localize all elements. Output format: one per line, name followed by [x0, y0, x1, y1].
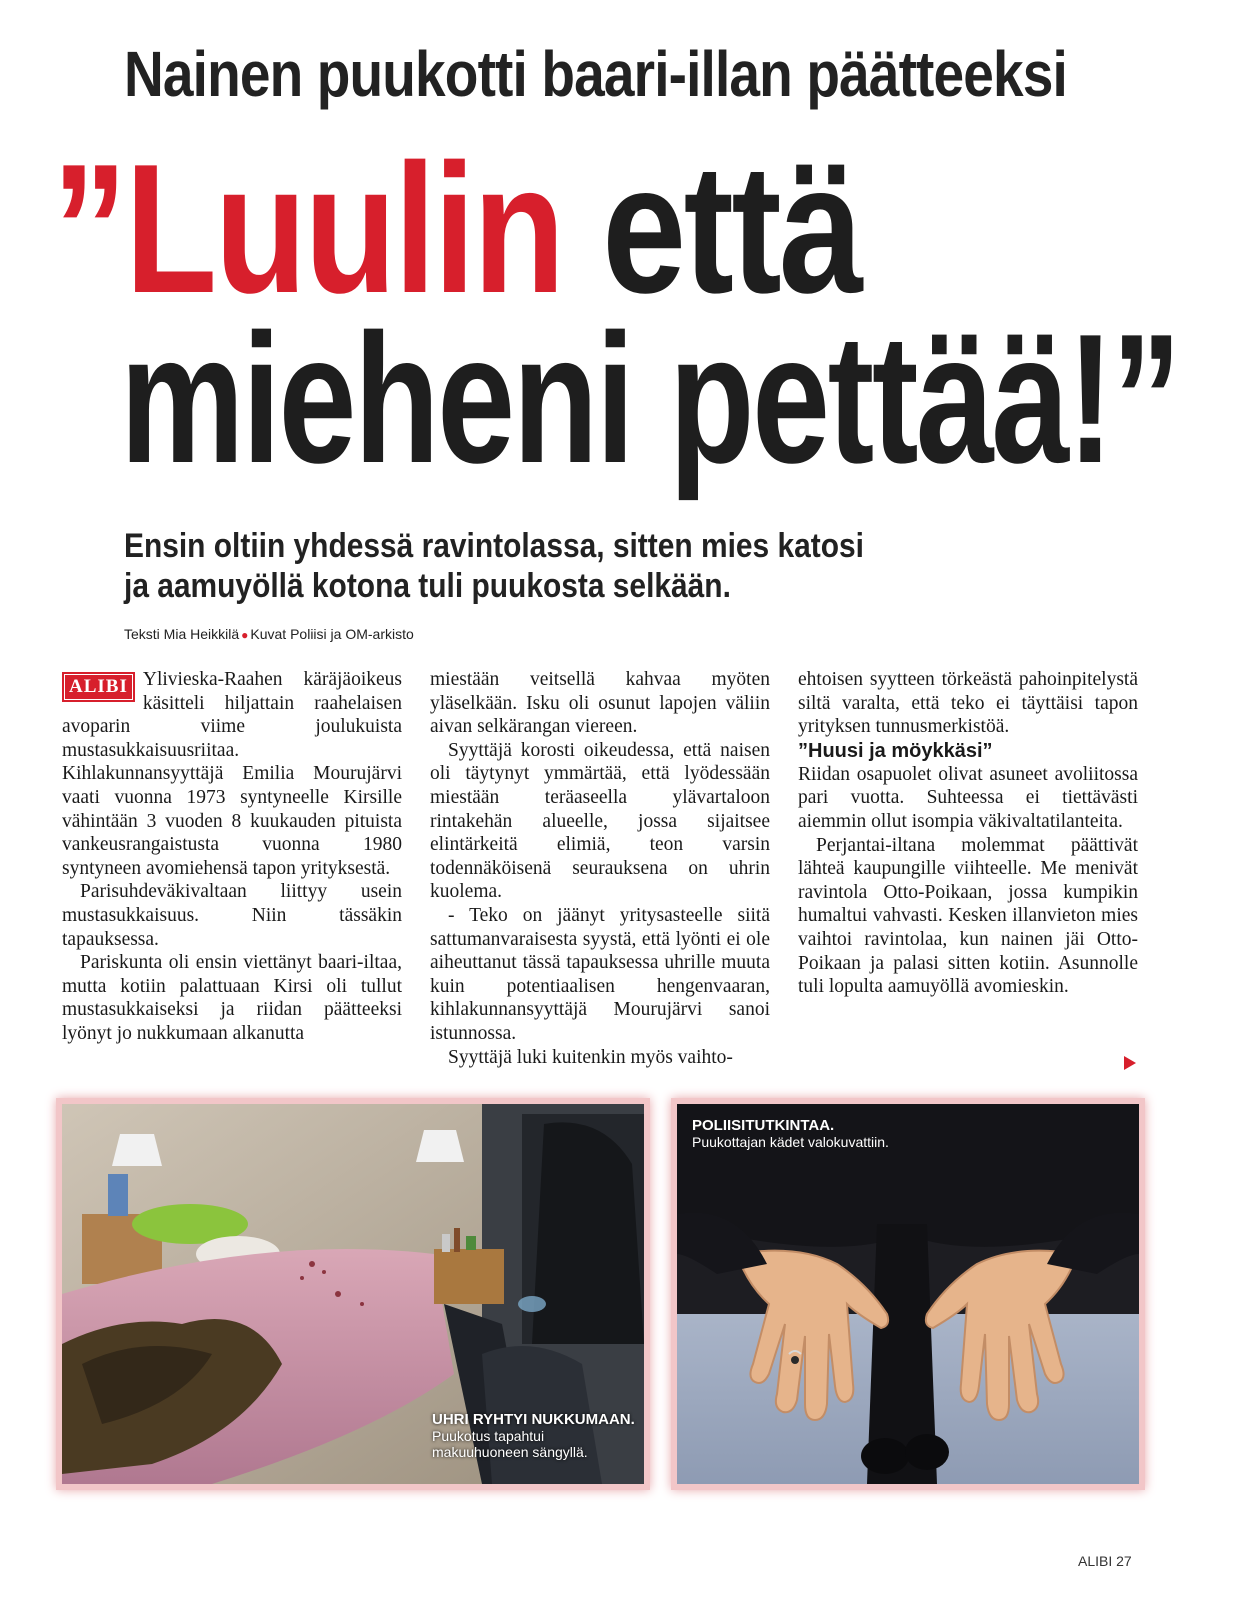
hands-photo — [677, 1104, 1139, 1484]
subheading: ”Huusi ja möykkäsi” — [798, 739, 993, 762]
article-column-2 — [430, 668, 770, 1069]
kicker-headline: Nainen puukotti baari-illan päätteeksi — [124, 38, 1067, 110]
byline-photos: Kuvat Poliisi ja OM-arkisto — [250, 626, 414, 642]
headline-line-2: mieheni pettää!” — [120, 295, 1180, 501]
byline-text: Teksti Mia Heikkilä — [124, 626, 240, 642]
page-number: ALIBI 27 — [1078, 1553, 1132, 1569]
paragraph: Syyttäjä korosti oikeudessa, että naisen oli täytynyt ymmärtää, että lyödessään miestään teräaseella ylävartaloon rintakehän alueelle, jossa sijaitsee elintärkeitä elimiä, teon varsin todennäköisenä seurauksena on uhrin kuolema. — [430, 739, 770, 903]
headline-open-quote: ” — [52, 125, 125, 331]
paragraph: Riidan osapuolet olivat asuneet avoliitossa pari vuotta. Suhteessa ei tiettävästi aiemmin ollut isompia väkivaltatilanteita. — [798, 763, 1138, 832]
headline-red-word: Luulin — [124, 125, 563, 331]
paragraph: Parisuhdeväkivaltaan liittyy usein mustasukkaisuus. Niin tässäkin tapauksessa. — [62, 881, 402, 950]
dek-line-2: ja aamuyöllä kotona tuli puukosta selkään. — [124, 567, 731, 605]
hands-caption-title: POLIISITUTKINTAA. — [692, 1117, 835, 1134]
article-column-3 — [798, 668, 1138, 999]
paragraph: miestään veitsellä kahvaa myöten yläselkään. Isku oli osunut lapojen väliin aivan selkärangan viereen. — [430, 669, 770, 738]
dek — [124, 526, 864, 606]
hands-caption — [692, 1118, 992, 1150]
paragraph: Ylivieska-Raahen käräjäoikeus käsitteli hiljattain raahelaisen avoparin viime joulukuista mustasukkaisuusriitaa. Kihlakunnansyyttäjä Emilia Mourujärvi vaati vuonna 1973 syntyneelle Kirsille vähintään 3 vuoden 8 kuukauden pituista vankeusrangaistusta vuonna 1980 syntyneen avomiehensä tapon yrityksestä. — [62, 669, 402, 879]
dek-line-1: Ensin oltiin yhdessä ravintolassa, sitten mies katosi — [124, 527, 864, 565]
paragraph: Perjantai-iltana molemmat päättivät lähteä kaupungille viihteelle. Me menivät ravintola Otto-Poikaan, jossa kumpikin humaltui vahvasti. Kesken illanvieton mies vaihtoi ravintolaa, kun nainen jäi Otto-Poikaan ja palasi sitten kotiin. Asunnolle tuli lopulta aamuyöllä avomieskin. — [798, 834, 1138, 998]
bedroom-caption-text: Puukotus tapahtui makuuhuoneen sängyllä. — [432, 1428, 588, 1460]
paragraph: Syyttäjä luki kuitenkin myös vaihto- — [448, 1046, 733, 1068]
hands-caption-text: Puukottajan kädet valokuvattiin. — [692, 1134, 889, 1150]
alibi-logo: ALIBI — [62, 672, 135, 702]
headline-rest-line-1: että — [562, 125, 861, 331]
paragraph: - Teko on jäänyt yritysasteelle siitä sattumanvaraisesta syystä, että lyönti ei ole aiheuttanut tässä tapauksessa uhrille muuta kuin potentiaalisen hengenvaaran, kihlakunnansyyttäjä Mourujärvi sanoi istunnossa. — [430, 904, 770, 1044]
paragraph: ehtoisen syytteen törkeästä pahoinpitelystä siltä varalta, että teko ei täyttäisi tapon yrityksen tunnusmerkistöä. — [798, 669, 1138, 738]
paragraph: Pariskunta oli ensin viettänyt baari-iltaa, mutta kotiin palattuaan Kirsi oli tullut mustasukkaiseksi ja riidan päätteeksi lyönyt jo nukkumaan alkanutta — [62, 952, 402, 1044]
continue-arrow-icon — [1124, 1056, 1136, 1070]
byline-separator: ● — [241, 628, 249, 642]
bedroom-caption-title: UHRI RYHTYI NUKKUMAAN. — [432, 1411, 635, 1428]
byline — [124, 626, 414, 642]
bedroom-caption — [432, 1412, 642, 1460]
article-column-1 — [62, 668, 402, 1046]
